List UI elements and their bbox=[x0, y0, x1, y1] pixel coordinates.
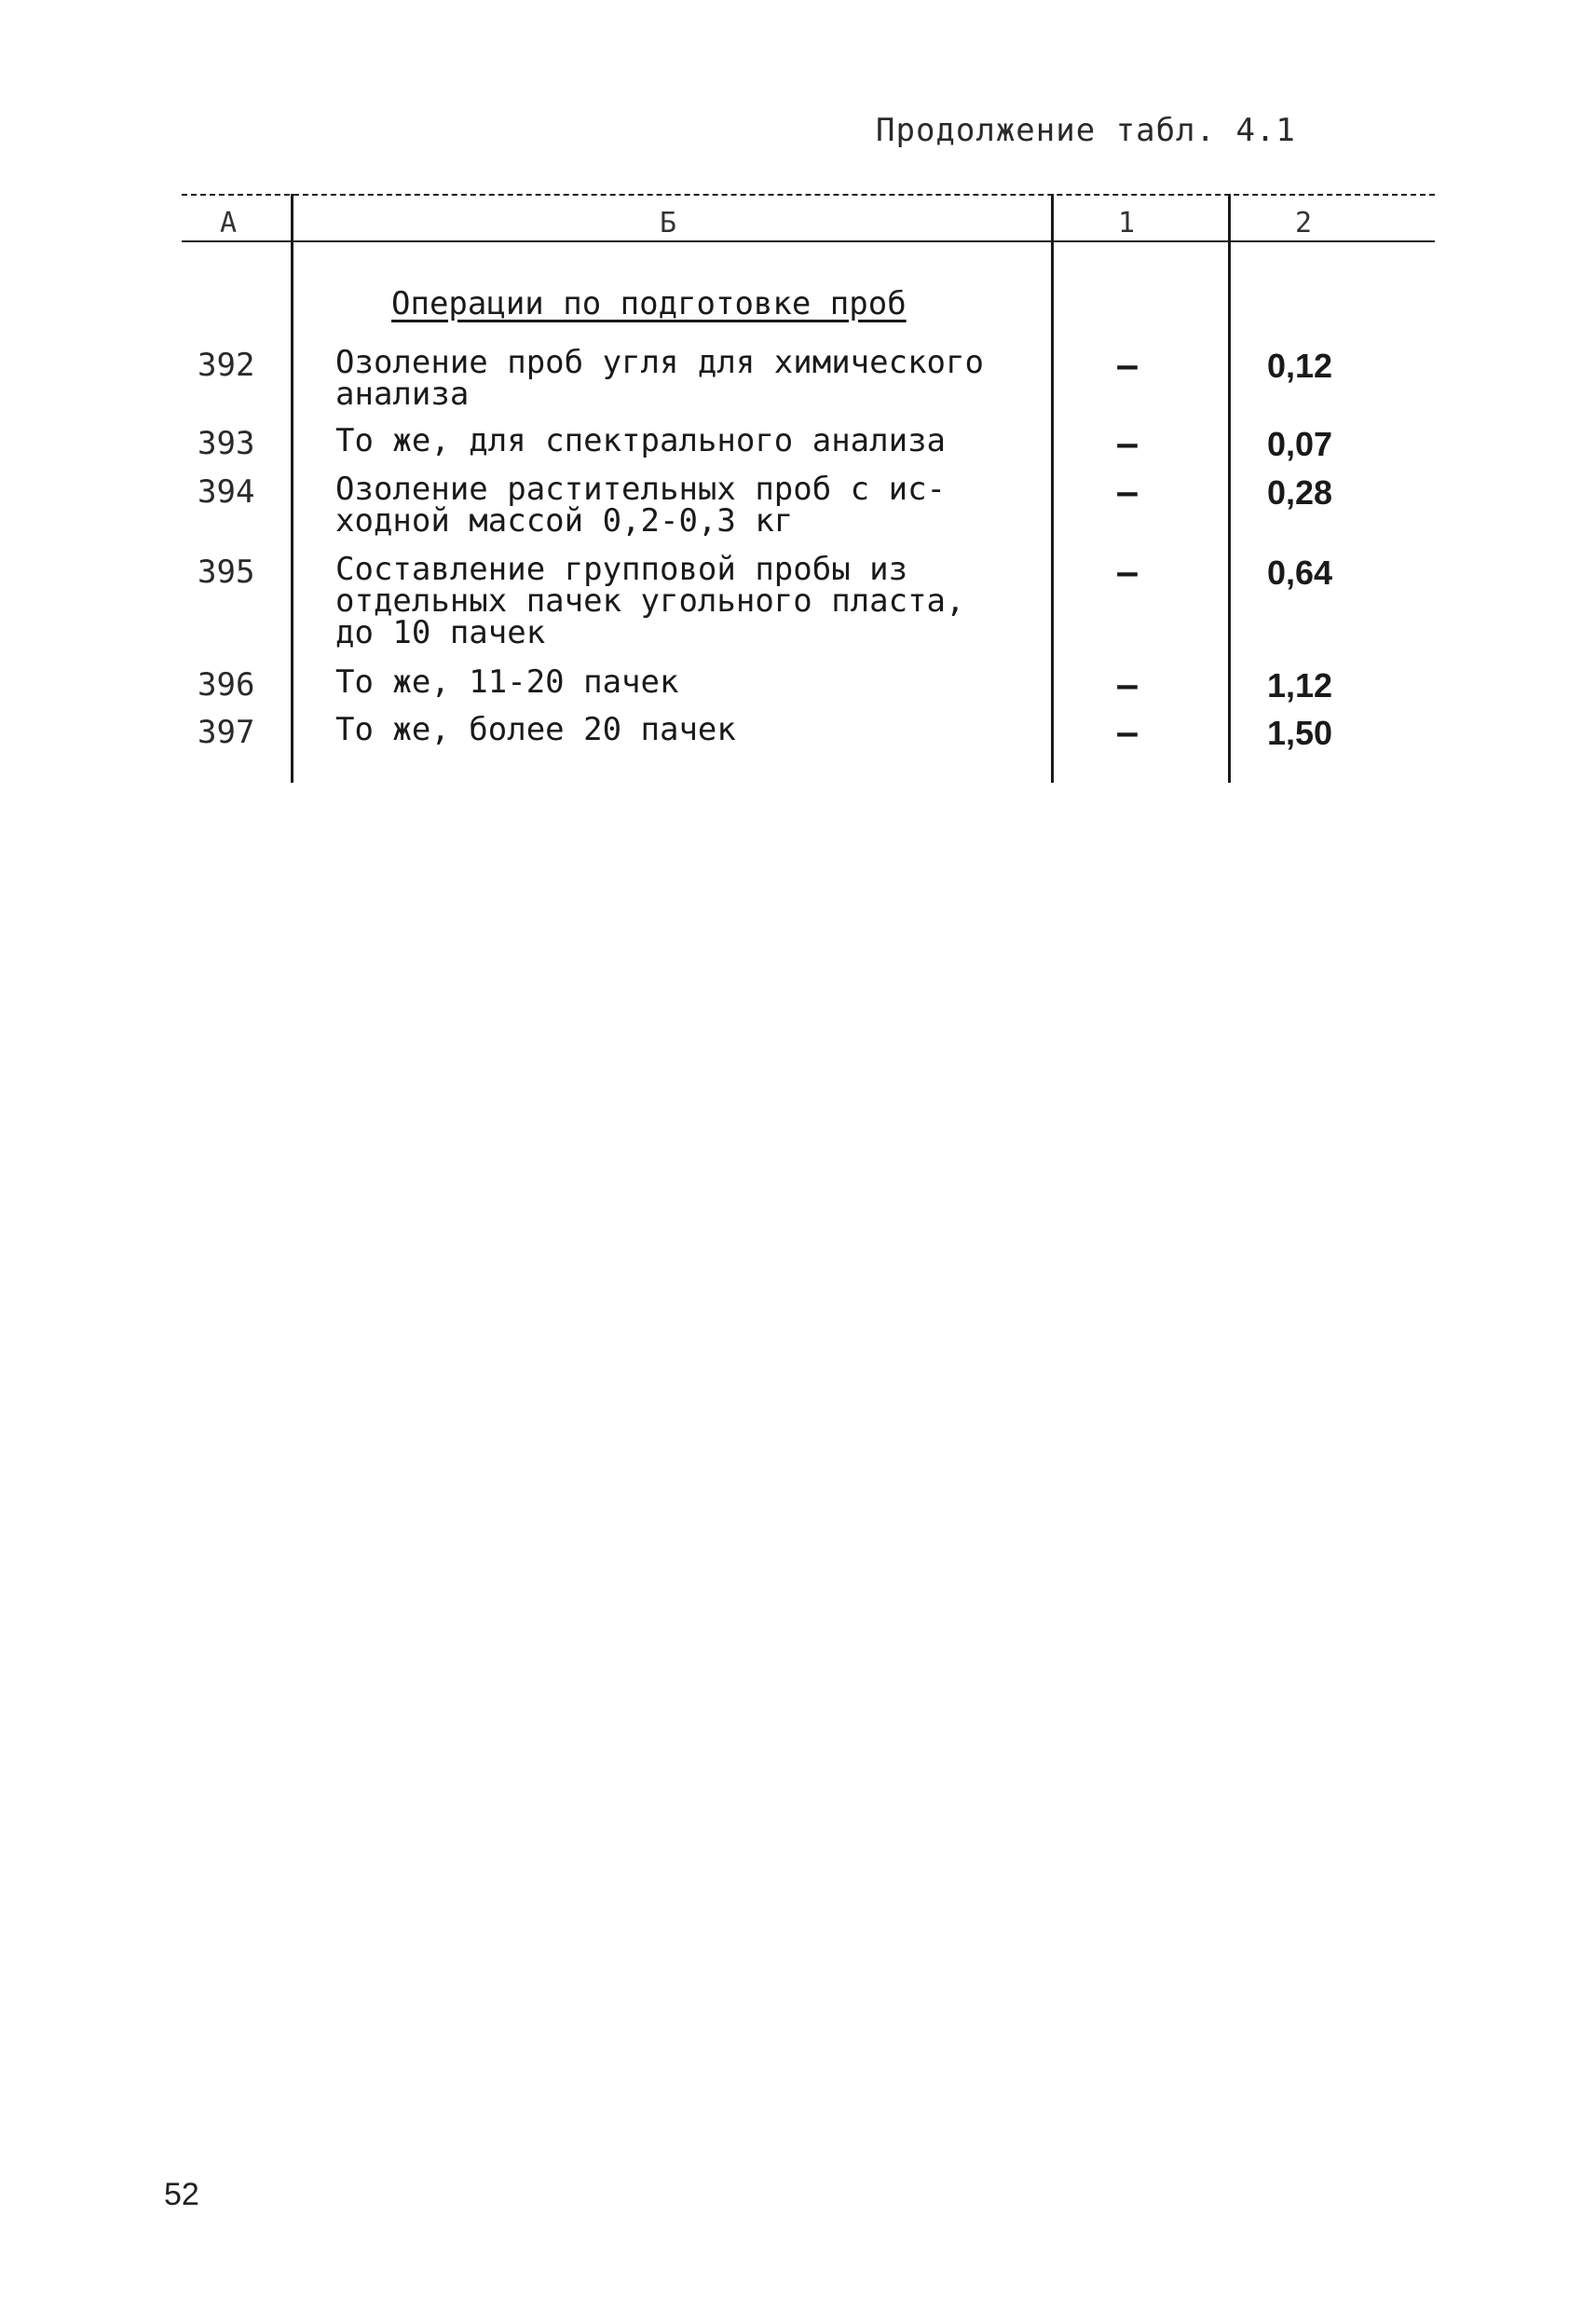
row-col1: – bbox=[1117, 473, 1138, 512]
row-col1: – bbox=[1117, 554, 1138, 592]
row-number: 394 bbox=[198, 473, 255, 511]
row-col2: 0,28 bbox=[1267, 473, 1333, 512]
row-description: Озоление проб угля для химического анализа bbox=[335, 344, 984, 413]
section-title: Операции по подготовке проб bbox=[391, 285, 907, 322]
table-top-rule bbox=[182, 194, 1435, 196]
row-number: 397 bbox=[198, 714, 255, 751]
column-header-a: А bbox=[220, 207, 238, 239]
row-col1: – bbox=[1117, 666, 1138, 704]
row-col2: 0,12 bbox=[1267, 347, 1333, 385]
column-divider-2 bbox=[1051, 194, 1054, 783]
row-description: То же, 11-20 пачек bbox=[335, 663, 679, 701]
row-col2: 1,50 bbox=[1267, 714, 1333, 752]
row-description: То же, для спектрального анализа bbox=[335, 422, 947, 459]
column-header-b: Б bbox=[660, 207, 677, 239]
table-header-rule bbox=[182, 240, 1435, 242]
row-number: 392 bbox=[198, 347, 255, 384]
column-divider-1 bbox=[291, 194, 293, 783]
row-description: Составление групповой пробы из отдельных пачек угольного пласта, до 10 пачек bbox=[335, 551, 965, 651]
page-number: 52 bbox=[164, 2177, 199, 2212]
row-col1: – bbox=[1117, 714, 1138, 752]
row-col1: – bbox=[1117, 347, 1138, 385]
row-description: То же, более 20 пачек bbox=[335, 711, 736, 748]
row-col2: 0,07 bbox=[1267, 425, 1333, 463]
row-col1: – bbox=[1117, 425, 1138, 463]
row-col2: 0,64 bbox=[1267, 554, 1333, 592]
column-header-1: 1 bbox=[1118, 207, 1136, 239]
table-continuation-label: Продолжение табл. 4.1 bbox=[876, 112, 1296, 149]
column-divider-3 bbox=[1228, 194, 1231, 783]
row-description: Озоление растительных проб с ис- ходной массой 0,2-0,3 кг bbox=[335, 471, 947, 540]
row-number: 393 bbox=[198, 425, 255, 462]
row-number: 395 bbox=[198, 554, 255, 591]
column-header-2: 2 bbox=[1295, 207, 1313, 239]
row-col2: 1,12 bbox=[1267, 666, 1333, 704]
row-number: 396 bbox=[198, 666, 255, 704]
